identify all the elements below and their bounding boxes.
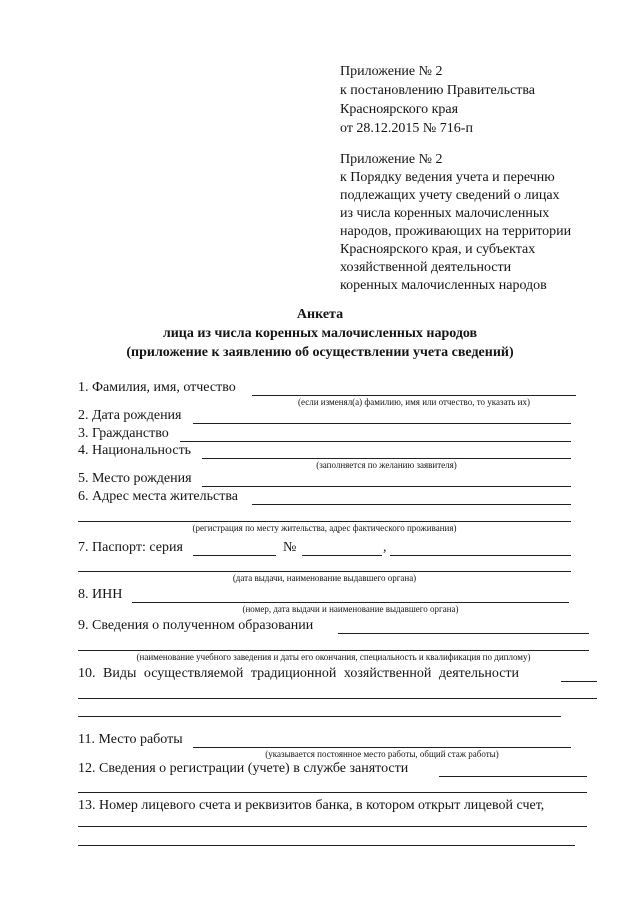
field-employment-line[interactable] (439, 776, 587, 777)
field-education-label: 9. Сведения о полученном образовании (78, 618, 314, 633)
field-citizenship-line[interactable] (180, 441, 571, 442)
field-fio-line[interactable] (252, 395, 576, 396)
appendix-header-line: от 28.12.2015 № 716-п (340, 121, 473, 136)
document-subtitle-note: (приложение к заявлению об осуществлении учета сведений) (126, 345, 514, 360)
appendix-subheader-line: из числа коренных малочисленных (340, 206, 550, 221)
appendix-header-line: Красноярского края (340, 102, 459, 117)
field-fio-hint: (если изменял(а) фамилию, имя или отчество, то указать их) (298, 397, 530, 407)
field-passport-issue-line[interactable] (390, 555, 571, 556)
field-education-line-2[interactable] (78, 650, 589, 651)
field-birthdate-label: 2. Дата рождения (78, 408, 182, 423)
field-address-line[interactable] (252, 504, 571, 505)
appendix-header-line: к постановлению Правительства (340, 83, 536, 98)
field-nationality-line[interactable] (202, 458, 571, 459)
field-birthdate-line[interactable] (193, 423, 571, 424)
field-passport-comma: , (383, 540, 387, 555)
field-bank-account-label: 13. Номер лицевого счета и реквизитов банка, в котором открыт лицевой счет, (78, 798, 545, 813)
field-bank-account-line[interactable] (78, 826, 587, 827)
field-address-hint: (регистрация по месту жительства, адрес фактического проживания) (192, 523, 457, 533)
field-passport-number-line[interactable] (302, 555, 382, 556)
appendix-header-line: Приложение № 2 (340, 64, 443, 79)
field-employment-label: 12. Сведения о регистрации (учете) в службе занятости (78, 761, 409, 776)
field-education-hint: (наименование учебного заведения и даты его окончания, специальность и квалификация по диплому) (136, 652, 531, 662)
field-activity-line-3[interactable] (78, 716, 561, 717)
field-bank-account-line-2[interactable] (78, 845, 575, 846)
appendix-subheader-line: народов, проживающих на территории (340, 224, 572, 239)
appendix-subheader-line: Красноярского края, и субъектах (340, 242, 536, 257)
field-address-label: 6. Адрес места жительства (78, 489, 238, 504)
field-nationality-hint: (заполняется по желанию заявителя) (316, 460, 457, 470)
field-address-line-2[interactable] (78, 521, 571, 522)
appendix-subheader-line: к Порядку ведения учета и перечню (340, 170, 555, 185)
appendix-subheader-line: коренных малочисленных народов (340, 278, 547, 293)
field-inn-hint: (номер, дата выдачи и наименование выдавшего органа) (242, 604, 459, 614)
appendix-subheader-line: хозяйственной деятельности (340, 260, 512, 275)
document-subtitle: лица из числа коренных малочисленных народов (162, 326, 478, 341)
field-inn-label: 8. ИНН (78, 587, 123, 602)
field-employment-line-2[interactable] (78, 792, 587, 793)
field-inn-line[interactable] (132, 602, 569, 603)
field-passport-number-label: № (283, 540, 297, 555)
field-workplace-hint: (указывается постоянное место работы, общий стаж работы) (265, 749, 499, 759)
appendix-subheader-line: Приложение № 2 (340, 152, 443, 167)
appendix-subheader-line: подлежащих учету сведений о лицах (340, 188, 560, 203)
field-fio-label: 1. Фамилия, имя, отчество (78, 380, 236, 395)
field-citizenship-label: 3. Гражданство (78, 426, 169, 441)
field-activity-line-2[interactable] (78, 698, 597, 699)
field-passport-issue-line-2[interactable] (78, 571, 571, 572)
field-nationality-label: 4. Национальность (78, 443, 192, 458)
field-education-line[interactable] (338, 633, 589, 634)
field-passport-series-line[interactable] (193, 555, 276, 556)
field-passport-hint: (дата выдачи, наименование выдавшего органа) (232, 573, 417, 583)
field-workplace-line[interactable] (193, 747, 571, 748)
field-birthplace-label: 5. Место рождения (78, 471, 192, 486)
field-workplace-label: 11. Место работы (78, 732, 183, 747)
field-passport-label: 7. Паспорт: серия (78, 540, 183, 555)
field-birthplace-line[interactable] (202, 486, 571, 487)
field-activity-label: 10. Виды осуществляемой традиционной хозяйственной деятельности (78, 666, 520, 681)
field-activity-line[interactable] (561, 681, 597, 682)
document-title: Анкета (296, 307, 344, 322)
